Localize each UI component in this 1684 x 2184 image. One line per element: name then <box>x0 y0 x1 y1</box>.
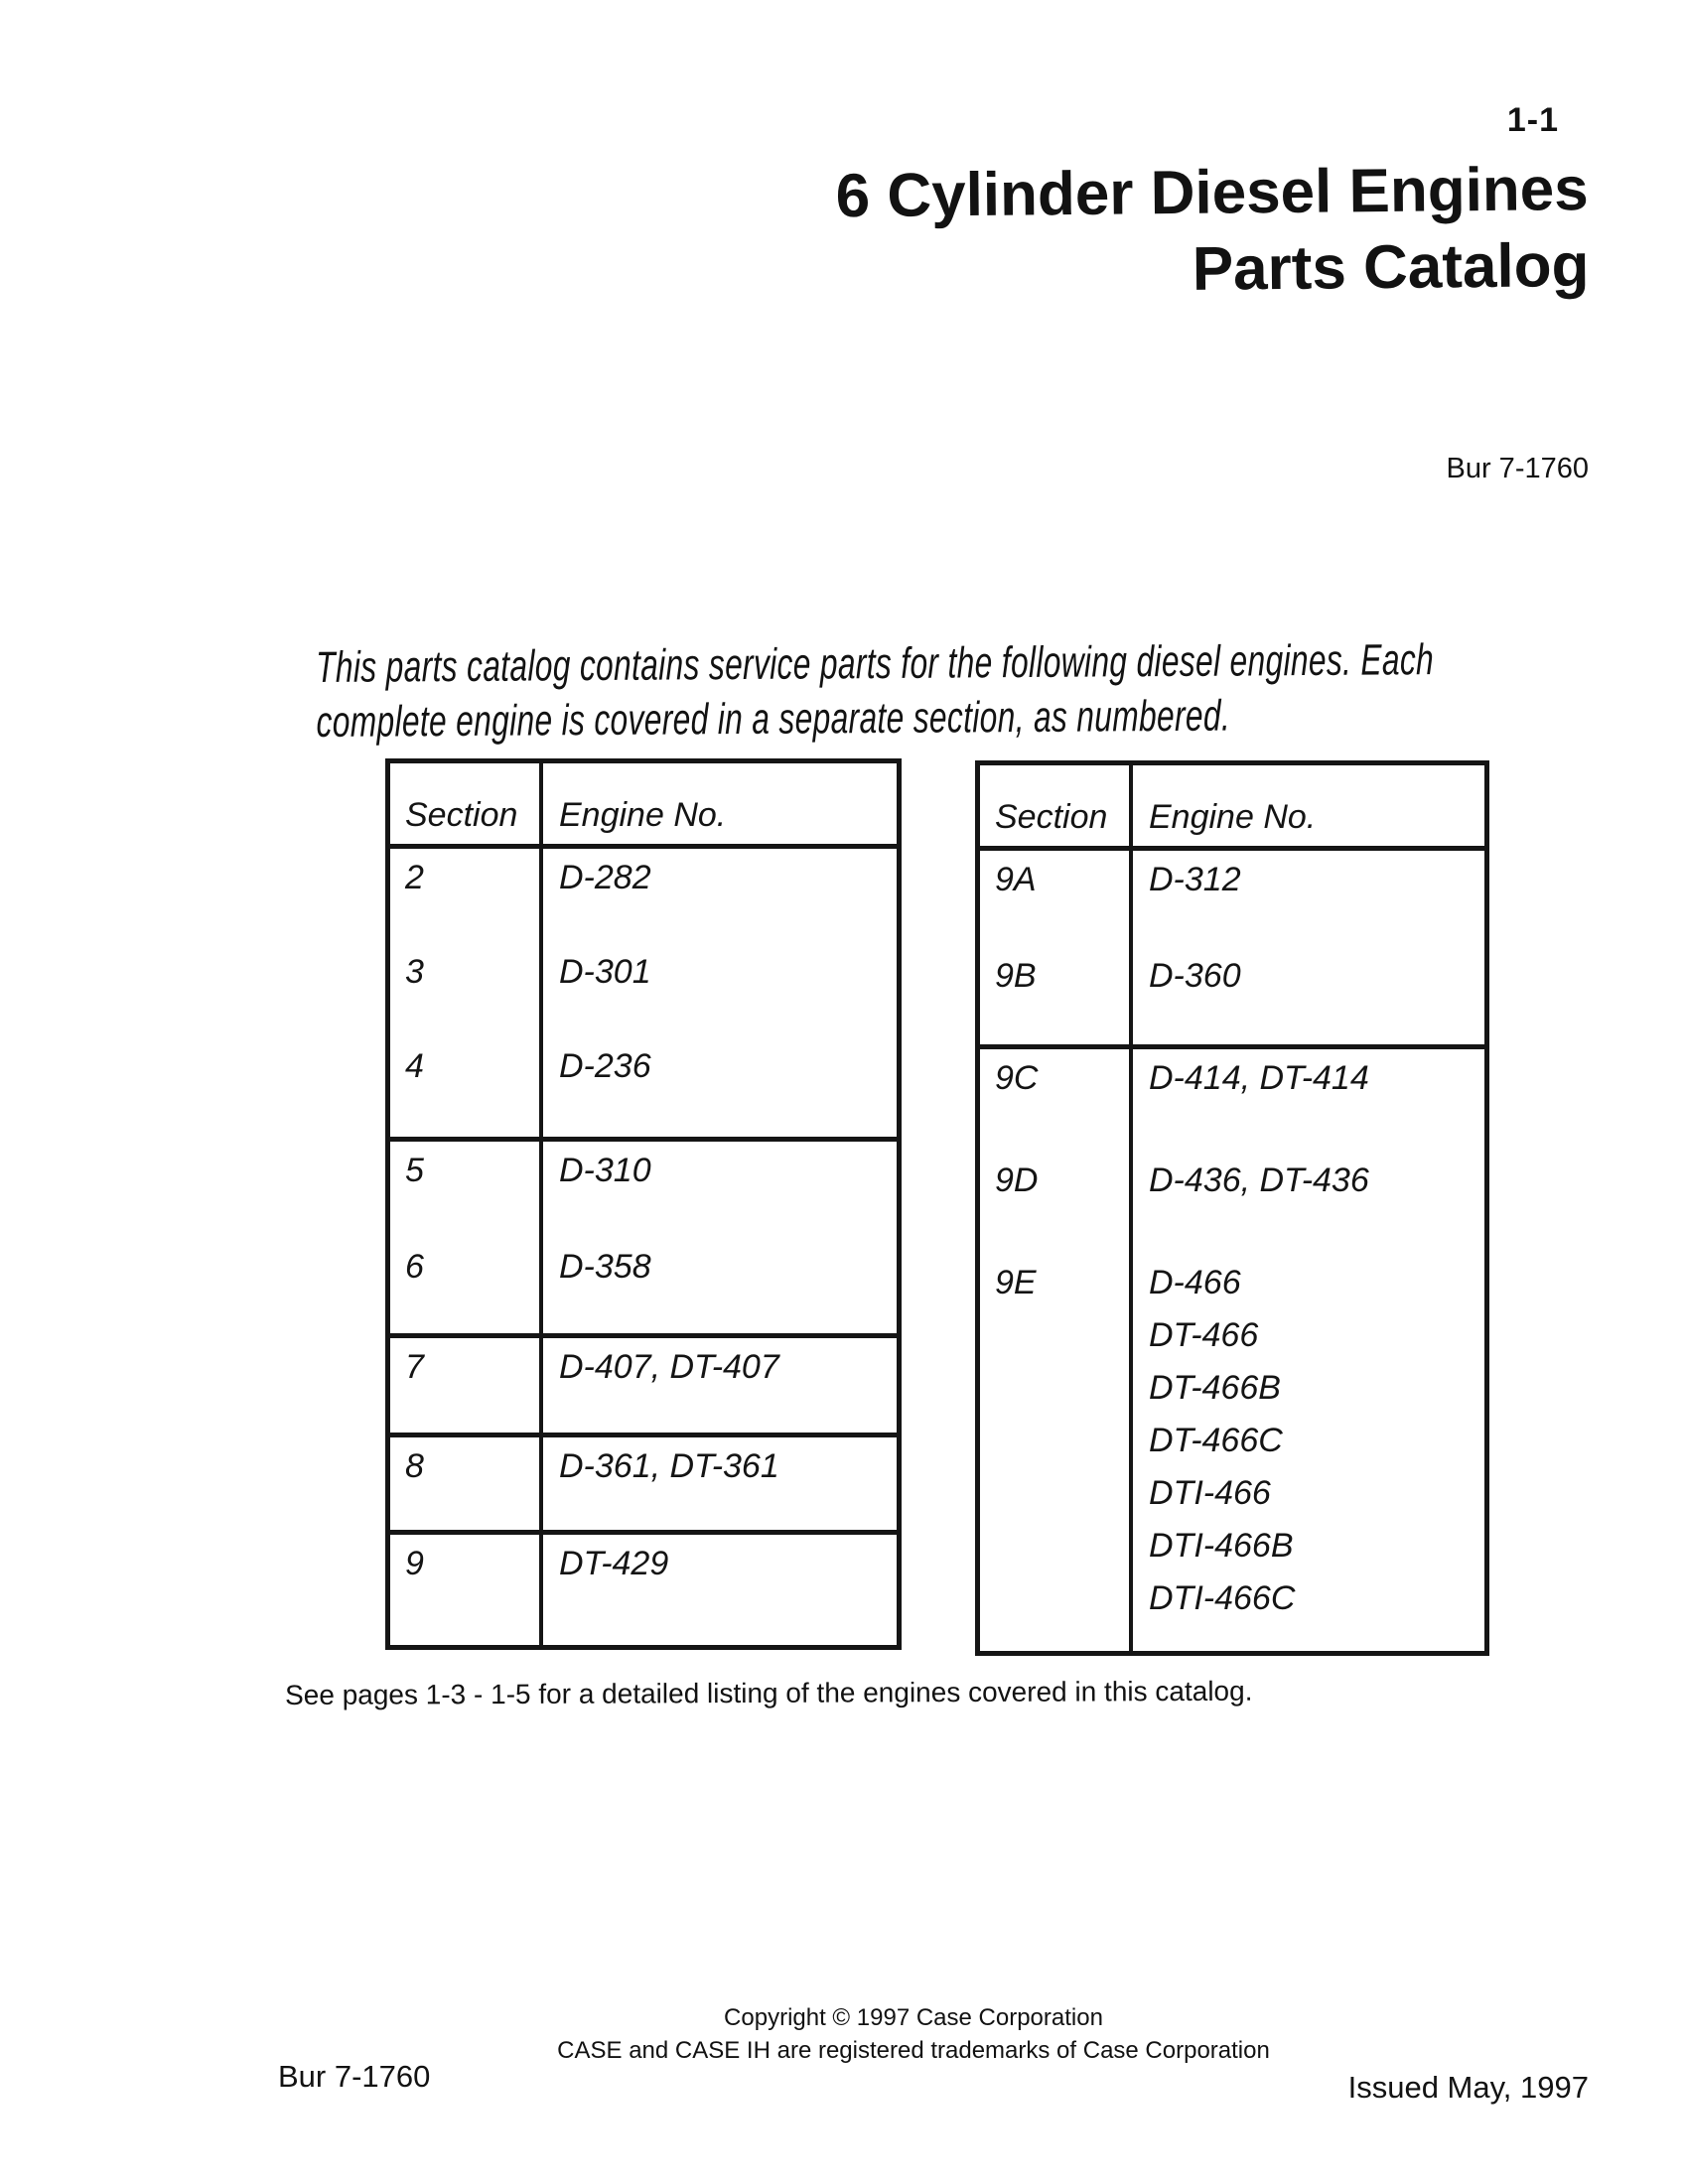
column-header-section: Section <box>405 796 518 834</box>
table-row <box>390 1338 897 1433</box>
engine-line: DT-466B <box>1149 1369 1281 1407</box>
engine-cell: D-361, DT-361 <box>539 1437 897 1530</box>
section-cell: 8 <box>405 1447 424 1485</box>
engine-line: DT-466 <box>1149 1316 1259 1354</box>
title-line-2: Parts Catalog <box>1192 230 1590 304</box>
table-group <box>980 851 1484 1044</box>
section-cell: 9C <box>995 1059 1039 1097</box>
intro-paragraph <box>316 632 1435 750</box>
table-group <box>980 1044 1484 1651</box>
copyright-line-1: Copyright © 1997 Case Corporation <box>724 2004 1103 2031</box>
engine-line: DTI-466C <box>1149 1579 1296 1617</box>
table-row <box>390 1437 897 1530</box>
engine-line: DTI-466B <box>1149 1527 1294 1565</box>
see-pages-note: See pages 1-3 - 1-5 for a detailed listing of the engines covered in this catalog. <box>285 1675 1253 1710</box>
issue-date: Issued May, 1997 <box>1347 2070 1589 2105</box>
table-header-row <box>390 763 897 849</box>
engine-cell: D-282 <box>539 849 897 943</box>
engine-cell: D-312 <box>1129 851 1484 947</box>
engine-cell: D-358 <box>539 1238 897 1333</box>
engine-cell: D-414, DT-414 <box>1129 1049 1484 1152</box>
copyright-line-2: CASE and CASE IH are registered trademarks of Case Corporation <box>557 2037 1270 2064</box>
section-cell: 9B <box>995 957 1037 995</box>
table-row <box>390 849 897 943</box>
catalog-number-bottom: Bur 7-1760 <box>278 2059 431 2094</box>
section-cell: 3 <box>405 953 424 991</box>
engine-cell: D-301 <box>539 943 897 1037</box>
table-row <box>980 947 1484 1044</box>
column-header-section: Section <box>995 798 1108 836</box>
page-number: 1-1 <box>1506 101 1559 139</box>
section-cell: 4 <box>405 1047 424 1085</box>
section-cell: 9A <box>995 861 1037 898</box>
engine-cell: D-310 <box>539 1142 897 1238</box>
intro-line-1: This parts catalog contains service parts for the following diesel engines. Each <box>316 635 1435 692</box>
table-header-row <box>980 765 1484 851</box>
engine-sections-table-left <box>385 758 902 1650</box>
column-header-engine: Engine No. <box>539 763 897 844</box>
section-cell: 9 <box>405 1545 424 1582</box>
table-row <box>390 1037 897 1137</box>
engine-cell: D-360 <box>1129 947 1484 1044</box>
section-cell: 9E <box>995 1264 1037 1301</box>
engine-line: DTI-466 <box>1149 1474 1271 1512</box>
section-cell: 6 <box>405 1248 424 1286</box>
table-group <box>390 1530 897 1645</box>
engine-cell: D-236 <box>539 1037 897 1137</box>
table-group <box>390 1433 897 1530</box>
table-row <box>980 1152 1484 1254</box>
table-row <box>390 1238 897 1333</box>
catalog-number-top: Bur 7-1760 <box>1446 453 1589 484</box>
engine-line: DT-466C <box>1149 1422 1283 1459</box>
section-cell: 9D <box>995 1161 1039 1199</box>
table-row <box>390 943 897 1037</box>
engine-cell: D-407, DT-407 <box>539 1338 897 1433</box>
table-row <box>980 1254 1484 1651</box>
copyright-block <box>318 2001 1509 2067</box>
engine-cell <box>1129 1254 1484 1651</box>
table-row <box>390 1142 897 1238</box>
engine-sections-table-right <box>975 760 1489 1656</box>
engine-line: D-466 <box>1149 1264 1241 1301</box>
engine-cell: DT-429 <box>539 1535 897 1645</box>
table-group <box>390 1137 897 1333</box>
document-title <box>835 151 1589 311</box>
table-row <box>980 1049 1484 1152</box>
table-row <box>980 851 1484 947</box>
engine-cell: D-436, DT-436 <box>1129 1152 1484 1254</box>
section-cell: 5 <box>405 1152 424 1189</box>
table-row <box>390 1535 897 1645</box>
title-line-1: 6 Cylinder Diesel Engines <box>835 155 1589 231</box>
section-cell: 2 <box>405 859 424 896</box>
column-header-engine: Engine No. <box>1129 765 1484 846</box>
table-group <box>390 849 897 1137</box>
section-cell: 7 <box>405 1348 424 1386</box>
intro-line-2: complete engine is covered in a separate section, as numbered. <box>316 691 1231 747</box>
table-group <box>390 1333 897 1433</box>
